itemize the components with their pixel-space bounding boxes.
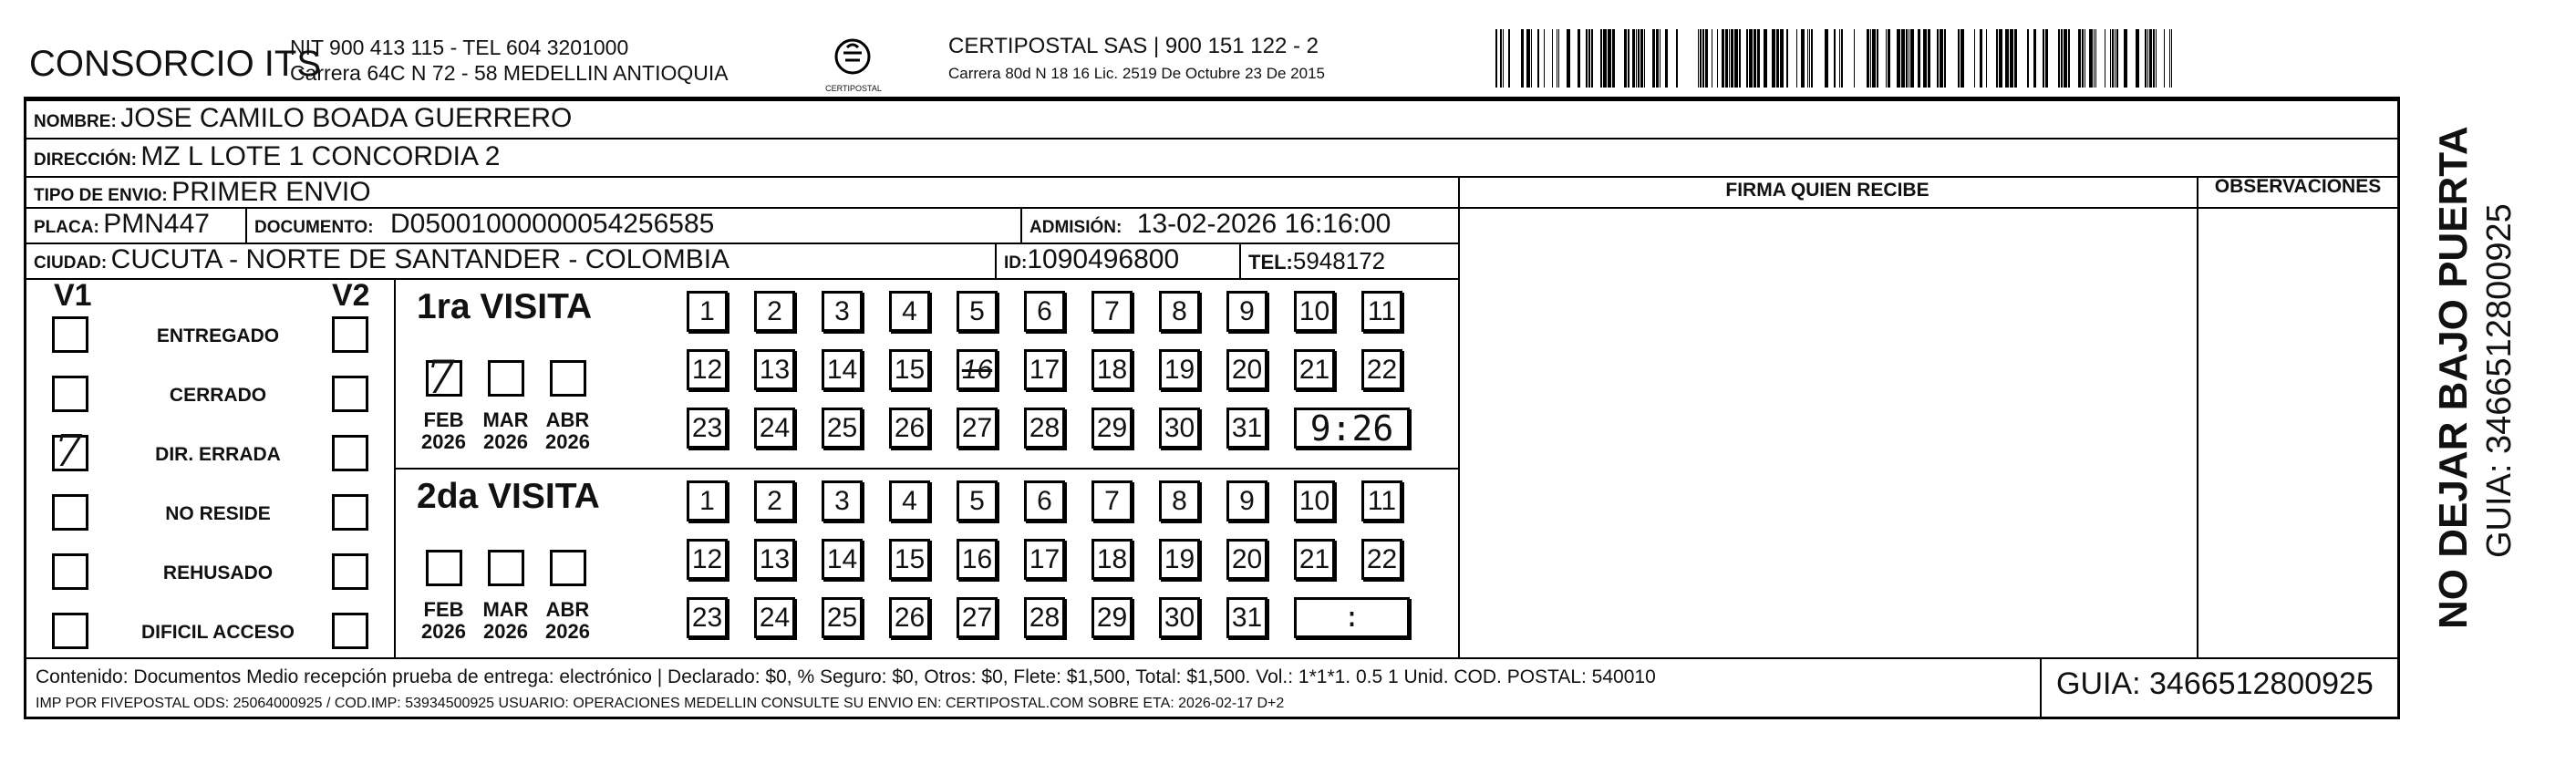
first-visit-day-box[interactable]: 6	[1024, 291, 1065, 332]
documento-value: D05001000000054256585	[390, 209, 715, 239]
nit-line: NIT 900 413 115 - TEL 604 3201000	[290, 36, 629, 59]
month-checkbox[interactable]	[488, 360, 524, 397]
second-visit-day-box[interactable]: 11	[1361, 480, 1402, 521]
month-checkbox[interactable]	[426, 550, 462, 586]
handwritten-mark: 7	[48, 426, 88, 477]
year-label: 2026	[421, 620, 466, 643]
tipo-row	[34, 177, 371, 208]
tel-field	[1248, 247, 1385, 275]
first-visit-day-box[interactable]: 28	[1024, 408, 1065, 449]
second-visit-day-box[interactable]: 30	[1159, 597, 1200, 638]
company-name: CONSORCIO ITS	[29, 44, 322, 84]
month-checkbox[interactable]	[550, 360, 586, 397]
month-year-label	[419, 599, 469, 643]
second-visit-day-box[interactable]: 29	[1091, 597, 1133, 638]
v2-checkbox[interactable]	[332, 316, 368, 353]
ciudad-field	[34, 244, 729, 275]
month-year-label	[419, 409, 469, 453]
first-visit-day-box[interactable]: 12	[687, 349, 728, 390]
first-visit-day-box[interactable]: 4	[889, 291, 930, 332]
status-label: ENTREGADO	[156, 325, 280, 346]
first-visit-day-box[interactable]: 14	[822, 349, 863, 390]
first-visit-day-box[interactable]: 2	[754, 291, 795, 332]
second-visit-day-box[interactable]: 13	[754, 539, 795, 580]
first-visit-day-box[interactable]: 5	[957, 291, 998, 332]
second-visit-day-box[interactable]: 2	[754, 480, 795, 521]
second-visit-day-box[interactable]: 15	[889, 539, 930, 580]
month-year-label	[543, 409, 593, 453]
placa-field	[34, 209, 210, 240]
first-visit-day-box[interactable]: 26	[889, 408, 930, 449]
admision-field	[1029, 209, 1391, 240]
year-label: 2026	[545, 430, 590, 453]
v1-checkbox[interactable]	[52, 316, 88, 353]
first-visit-day-box[interactable]: 31	[1226, 408, 1267, 449]
second-visit-day-box[interactable]: 19	[1159, 539, 1200, 580]
status-label: CERRADO	[169, 385, 267, 406]
placa-value: PMN447	[103, 209, 210, 239]
first-visit-day-box[interactable]: 16	[957, 349, 998, 390]
second-visit-day-box[interactable]: 4	[889, 480, 930, 521]
v2-checkbox[interactable]	[332, 376, 368, 412]
first-visit-day-box[interactable]: 8	[1159, 291, 1200, 332]
v1-label: V1	[54, 278, 92, 313]
first-visit-day-box[interactable]: 9	[1226, 291, 1267, 332]
first-visit-day-box[interactable]: 18	[1091, 349, 1133, 390]
first-visit-day-box[interactable]: 10	[1294, 291, 1335, 332]
status-label: NO RESIDE	[165, 503, 271, 524]
month-year-label	[481, 599, 531, 643]
side-guia-text: GUIA: 3466512800925	[2480, 203, 2519, 558]
v1-checkbox[interactable]	[52, 494, 88, 531]
second-visit-day-box[interactable]: 8	[1159, 480, 1200, 521]
month-label: MAR	[482, 598, 529, 621]
first-visit-day-box[interactable]: 29	[1091, 408, 1133, 449]
certipostal-info	[948, 33, 1325, 88]
month-checkbox[interactable]	[550, 550, 586, 586]
first-visit-day-box[interactable]: 13	[754, 349, 795, 390]
v2-checkbox[interactable]	[332, 435, 368, 471]
month-label: MAR	[482, 408, 529, 431]
direccion-value: MZ L LOTE 1 CONCORDIA 2	[140, 141, 501, 171]
first-visit-day-box[interactable]: 21	[1294, 349, 1335, 390]
month-label: ABR	[545, 408, 590, 431]
month-year-label	[543, 599, 593, 643]
second-visit-day-box[interactable]: 27	[957, 597, 998, 638]
documento-field	[254, 209, 714, 240]
v2-checkbox[interactable]	[332, 494, 368, 531]
second-visit-day-box[interactable]: 12	[687, 539, 728, 580]
second-visit-day-box[interactable]: 10	[1294, 480, 1335, 521]
v2-checkbox[interactable]	[332, 613, 368, 649]
first-visit-day-box[interactable]: 25	[822, 408, 863, 449]
no-dejar-text: NO DEJAR BAJO PUERTA	[2431, 126, 2476, 629]
tel-label: TEL:	[1248, 251, 1293, 274]
status-label: REHUSADO	[162, 563, 274, 583]
second-visit-day-box[interactable]: 25	[822, 597, 863, 638]
ciudad-label: CIUDAD:	[34, 253, 108, 273]
footer-guia: GUIA: 3466512800925	[2056, 666, 2374, 701]
second-visit-day-box[interactable]: 31	[1226, 597, 1267, 638]
first-visit-day-box[interactable]: 7	[1091, 291, 1133, 332]
first-visit-day-box[interactable]: 24	[754, 408, 795, 449]
year-label: 2026	[483, 620, 528, 643]
first-visit-day-box[interactable]: 23	[687, 408, 728, 449]
nombre-row	[34, 103, 572, 134]
documento-label: DOCUMENTO:	[254, 218, 374, 237]
id-value: 1090496800	[1027, 244, 1180, 274]
status-label: DIR. ERRADA	[155, 444, 281, 465]
certipostal-logo-icon	[825, 33, 880, 89]
certipostal-sub: Carrera 80d N 18 16 Lic. 2519 De Octubre 23 De 2015	[948, 65, 1325, 82]
second-visit-day-box[interactable]: 20	[1226, 539, 1267, 580]
second-visit-time-field[interactable]: :	[1294, 597, 1410, 638]
logo-text: CERTIPOSTAL	[825, 84, 882, 93]
first-visit-day-box[interactable]: 15	[889, 349, 930, 390]
status-label: DIFICIL ACCESO	[140, 622, 295, 643]
second-visit-day-box[interactable]: 7	[1091, 480, 1133, 521]
month-label: ABR	[545, 598, 590, 621]
v1-checkbox[interactable]	[52, 376, 88, 412]
delivery-form	[24, 97, 2400, 719]
second-visit-day-box[interactable]: 5	[957, 480, 998, 521]
address-line: Carrera 64C N 72 - 58 MEDELLIN ANTIOQUIA	[290, 61, 729, 85]
id-label: ID:	[1004, 253, 1028, 273]
second-visit-day-box[interactable]: 6	[1024, 480, 1065, 521]
month-label: FEB	[423, 598, 464, 621]
month-label: FEB	[423, 408, 464, 431]
first-visit-day-box[interactable]: 3	[822, 291, 863, 332]
observaciones-header: OBSERVACIONES	[2214, 176, 2382, 197]
first-visit-day-box[interactable]: 27	[957, 408, 998, 449]
barcode	[1495, 29, 2175, 88]
second-visit-day-box[interactable]: 21	[1294, 539, 1335, 580]
year-label: 2026	[545, 620, 590, 643]
footer-imp: IMP POR FIVEPOSTAL ODS: 25064000925 / COD.IMP: 53934500925 USUARIO: OPERACIONES MEDELLIN CONSULTE SU ENVIO EN: CERTIPOSTAL.COM SOBRE ETA: 2026-02-17 D+2	[36, 696, 1285, 711]
side-text-wrapper	[2407, 91, 2576, 656]
month-checkbox[interactable]	[488, 550, 524, 586]
first-visit-day-box[interactable]: 11	[1361, 291, 1402, 332]
second-visit-day-box[interactable]: 24	[754, 597, 795, 638]
id-field	[1004, 244, 1179, 275]
v2-label: V2	[332, 278, 370, 313]
first-visit-day-box[interactable]: 1	[687, 291, 728, 332]
second-visit-day-box[interactable]: 14	[822, 539, 863, 580]
second-visit-day-box[interactable]: 9	[1226, 480, 1267, 521]
first-visit-day-box[interactable]: 17	[1024, 349, 1065, 390]
direccion-label: DIRECCIÓN:	[34, 150, 137, 170]
v1-checkbox[interactable]	[52, 553, 88, 590]
month-year-label	[481, 409, 531, 453]
first-visit-title: 1ra VISITA	[417, 287, 593, 326]
first-visit-day-box[interactable]: 20	[1226, 349, 1267, 390]
second-visit-day-box[interactable]: 17	[1024, 539, 1065, 580]
second-visit-day-box[interactable]: 16	[957, 539, 998, 580]
first-visit-day-box[interactable]: 22	[1361, 349, 1402, 390]
second-visit-day-box[interactable]: 26	[889, 597, 930, 638]
tipo-label: TIPO DE ENVIO:	[34, 186, 168, 205]
direccion-row	[34, 141, 500, 172]
second-visit-day-box[interactable]: 18	[1091, 539, 1133, 580]
admision-label: ADMISIÓN:	[1029, 218, 1122, 237]
first-visit-time-field[interactable]: 9:26	[1294, 408, 1410, 449]
admision-value: 13-02-2026 16:16:00	[1136, 209, 1391, 239]
firma-header: FIRMA QUIEN RECIBE	[1725, 180, 1929, 201]
first-visit-day-box[interactable]: 19	[1159, 349, 1200, 390]
v1-checkbox[interactable]	[52, 613, 88, 649]
second-visit-day-box[interactable]: 22	[1361, 539, 1402, 580]
first-visit-day-box[interactable]: 30	[1159, 408, 1200, 449]
second-visit-day-box[interactable]: 1	[687, 480, 728, 521]
handwritten-mark: 7	[420, 351, 460, 404]
second-visit-day-box[interactable]: 23	[687, 597, 728, 638]
nombre-value: JOSE CAMILO BOADA GUERRERO	[120, 103, 573, 133]
v2-checkbox[interactable]	[332, 553, 368, 590]
nombre-label: NOMBRE:	[34, 112, 117, 131]
tipo-value: PRIMER ENVIO	[171, 177, 371, 207]
tel-value: 5948172	[1292, 247, 1386, 274]
footer-content: Contenido: Documentos Medio recepción prueba de entrega: electrónico | Declarado: $0, % Seguro: $0, Otros: $0, Flete: $1,500, Total: $1,500. Vol.: 1*1*1. 0.5 1 Unid. COD. POSTAL: 540010	[36, 666, 1656, 687]
second-visit-title: 2da VISITA	[417, 477, 600, 516]
second-visit-day-box[interactable]: 3	[822, 480, 863, 521]
year-label: 2026	[483, 430, 528, 453]
second-visit-day-box[interactable]: 28	[1024, 597, 1065, 638]
certipostal-line: CERTIPOSTAL SAS | 900 151 122 - 2	[948, 34, 1319, 58]
placa-label: PLACA:	[34, 218, 99, 237]
ciudad-value: CUCUTA - NORTE DE SANTANDER - COLOMBIA	[110, 244, 730, 274]
year-label: 2026	[421, 430, 466, 453]
company-info	[290, 35, 729, 86]
